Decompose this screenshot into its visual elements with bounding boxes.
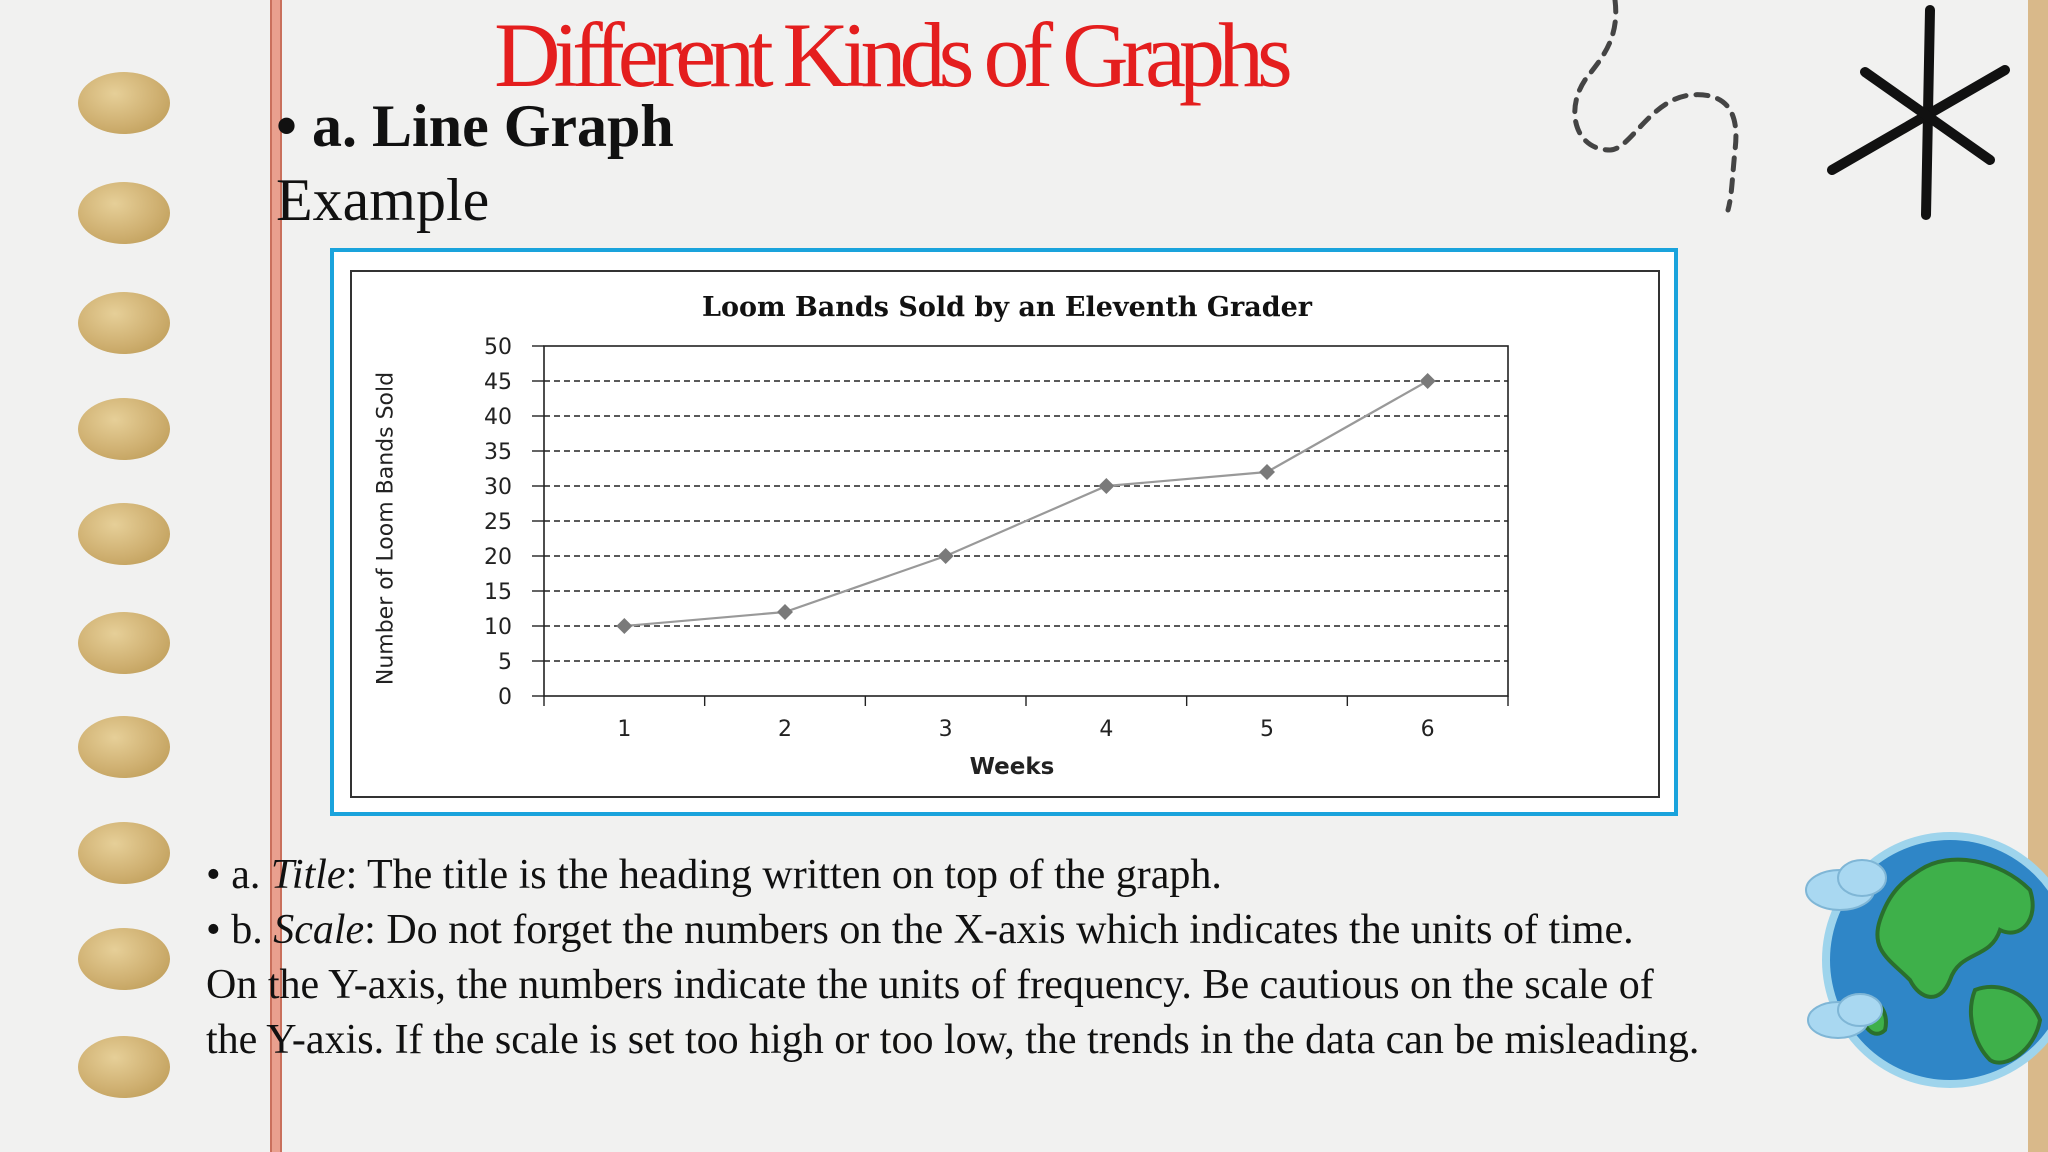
x-tick-label: 4 (1099, 717, 1114, 742)
note-scale-line-3: On the Y-axis, the numbers indicate the units of frequency. Be cautious on the scale of (206, 962, 1654, 1008)
slide-title: Different Kinds of Graphs (494, 4, 1286, 106)
x-tick-label: 5 (1260, 717, 1274, 742)
x-tick-label: 3 (938, 717, 953, 742)
chart-frame (330, 248, 1678, 816)
note-title: • a. Title: The title is the heading written on top of the graph. (206, 852, 1222, 898)
binder-hole (78, 822, 170, 884)
data-point (616, 618, 632, 634)
y-tick-label: 35 (484, 440, 512, 465)
y-axis-label: Number of Loom Bands Sold (373, 371, 399, 686)
binder-hole (78, 292, 170, 354)
data-point (1098, 478, 1114, 494)
y-tick-label: 45 (484, 370, 512, 395)
chart-area (350, 270, 1660, 798)
binder-hole (78, 398, 170, 460)
x-tick-label: 6 (1420, 717, 1435, 742)
y-tick-label: 30 (484, 475, 512, 500)
binder-hole (78, 716, 170, 778)
x-tick-label: 1 (617, 717, 632, 742)
explanation-text (206, 848, 1846, 1068)
binder-hole (78, 928, 170, 990)
x-tick-label: 2 (778, 717, 792, 742)
globe-icon (1800, 830, 2048, 1090)
binder-hole (78, 182, 170, 244)
y-tick-label: 25 (484, 510, 512, 535)
chart-title: Loom Bands Sold by an Eleventh Grader (701, 292, 1312, 323)
series-line (624, 381, 1427, 626)
y-tick-label: 40 (484, 405, 512, 430)
data-point (938, 548, 954, 564)
data-point (1420, 373, 1436, 389)
data-point (777, 604, 793, 620)
section-heading: • a. Line Graph (276, 93, 674, 159)
binder-hole (78, 612, 170, 674)
line-chart (352, 272, 1662, 800)
binder-hole (78, 1036, 170, 1098)
y-tick-label: 5 (498, 650, 512, 675)
y-tick-label: 10 (484, 615, 512, 640)
asterisk-doodle-icon (1832, 10, 2005, 215)
y-tick-label: 50 (484, 335, 512, 360)
y-tick-label: 20 (484, 545, 512, 570)
y-tick-label: 0 (498, 685, 512, 710)
binder-hole (78, 503, 170, 565)
x-axis-label: Weeks (969, 754, 1055, 780)
note-scale: • b. Scale: Do not forget the numbers on the X-axis which indicates the units of time. (206, 907, 1634, 953)
note-scale-line-4: the Y-axis. If the scale is set too high or too low, the trends in the data can be misleading. (206, 1017, 1700, 1063)
example-label: Example (276, 167, 490, 233)
data-point (1259, 464, 1275, 480)
y-tick-label: 15 (484, 580, 512, 605)
